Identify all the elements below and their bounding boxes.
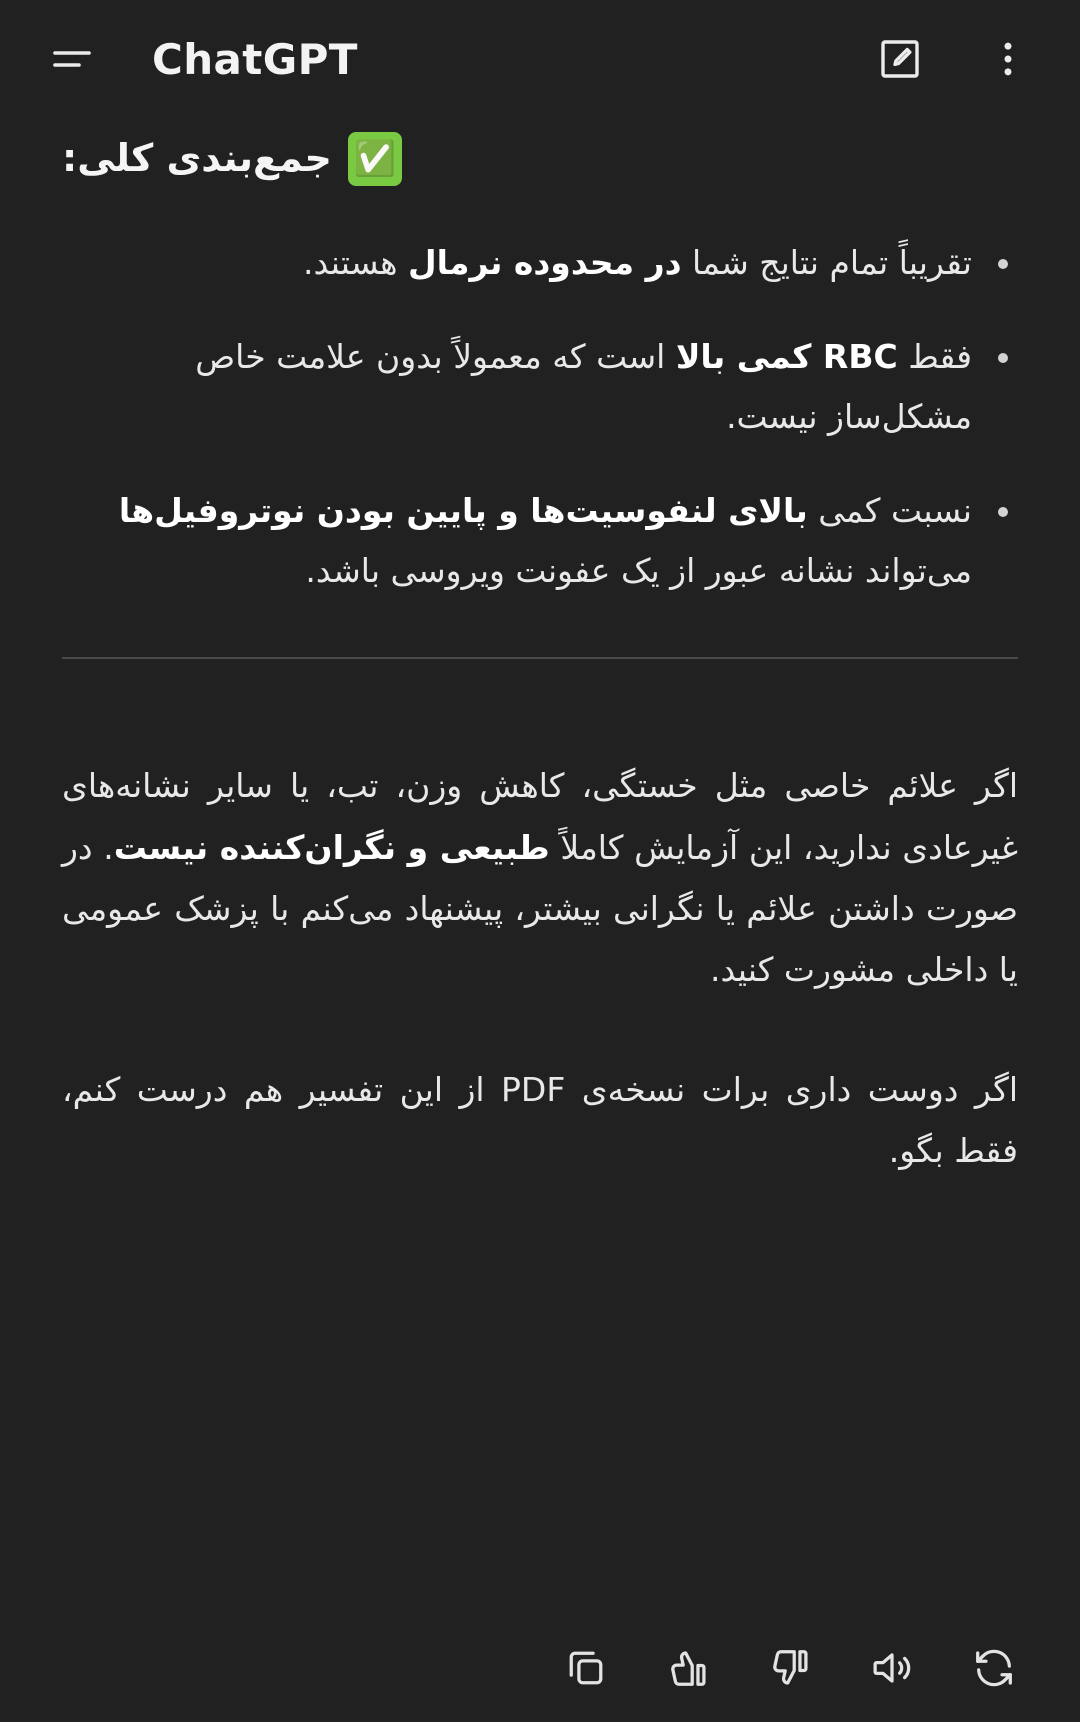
- thumbs-down-icon[interactable]: [762, 1640, 818, 1696]
- regenerate-icon[interactable]: [966, 1640, 1022, 1696]
- list-item: تقریباً تمام نتایج شما در محدوده نرمال هستند.: [62, 233, 1018, 293]
- list-item: فقط RBC کمی بالا است که معمولاً بدون علامت خاص مشکل‌ساز نیست.: [62, 327, 1018, 447]
- summary-bullet-list: [62, 233, 1018, 601]
- top-bar-right-group: [44, 31, 358, 87]
- page-title: ChatGPT: [152, 34, 358, 84]
- thumbs-up-icon[interactable]: [660, 1640, 716, 1696]
- read-aloud-icon[interactable]: [864, 1640, 920, 1696]
- summary-heading: [62, 130, 1018, 187]
- top-bar-left-group: [872, 31, 1036, 87]
- assistant-message: [0, 130, 1080, 1181]
- followup-paragraph: اگر دوست داری برات نسخه‌ی PDF از این تفسیر هم درست کنم، فقط بگو.: [62, 1069, 1018, 1171]
- summary-heading-text: جمع‌بندی کلی:: [62, 136, 332, 180]
- compose-icon[interactable]: [872, 31, 928, 87]
- copy-icon[interactable]: [558, 1640, 614, 1696]
- section-divider: [62, 657, 1018, 659]
- advice-paragraph: اگر علائم خاصی مثل خستگی، کاهش وزن، تب، یا سایر نشانه‌های غیرعادی ندارید، این آزمایش کاملاً طبیعی و نگران‌کننده نیست. در صورت داشتن علائم یا نگرانی بیشتر، پیشنهاد می‌کنم با پزشک عمومی یا داخلی مشورت کنید.: [62, 766, 1018, 990]
- list-item: نسبت کمی بالای لنفوسیت‌ها و پایین بودن نوتروفیل‌ها می‌تواند نشانه عبور از یک عفونت ویروسی باشد.: [62, 481, 1018, 601]
- message-actions-bar: [0, 1640, 1080, 1696]
- check-mark-icon: ✅: [348, 132, 402, 186]
- kebab-menu-icon[interactable]: [980, 31, 1036, 87]
- hamburger-icon[interactable]: [44, 31, 100, 87]
- top-bar: [0, 0, 1080, 118]
